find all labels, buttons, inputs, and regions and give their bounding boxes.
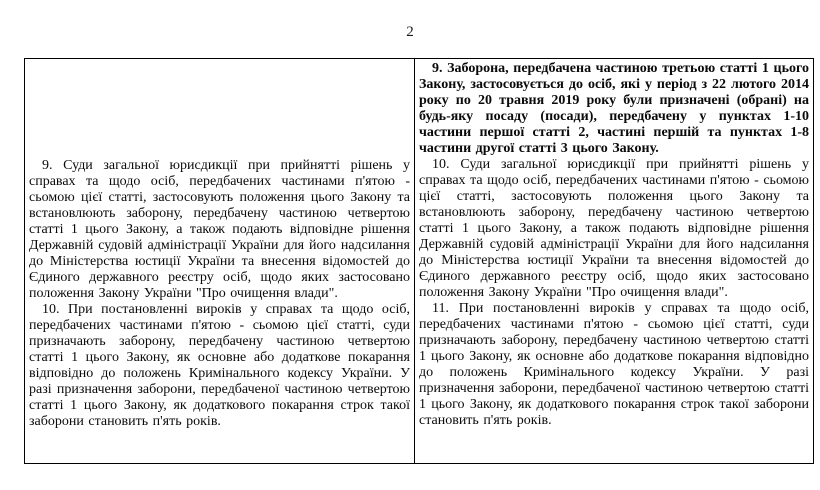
table-cell-right-column: [415, 59, 813, 463]
page-number: 2: [406, 24, 414, 40]
paragraph-right-10: 10. Суди загальної юрисдикції при прийнятті рішень у справах та щодо осіб, передбачених частинами п'ятою - сьомою цієї статті, застосовують положення цього Закону та встановлюють заборону, передбачену частиною четвертою статті 1 цього Закону, а також подають відповідне рішення Державній судовій адміністрації України для його надсилання до Міністерства юстиції України та внесення відомостей до Єдиного державного реєстру осіб, щодо яких застосовано положення Закону України "Про очищення влади".: [419, 157, 809, 300]
comparison-table: [24, 58, 814, 464]
paragraph-left-9: 9. Суди загальної юрисдикції при прийнятті рішень у справах та щодо осіб, передбачених частинами п'ятою - сьомою цієї статті, застосовують положення цього Закону та встановлюють заборону, передбачену частиною четвертою статті 1 цього Закону, а також подають відповідне рішення Державній судовій адміністрації України для його надсилання до Міністерства юстиції України та внесення відомостей до Єдиного державного реєстру осіб, щодо яких застосовано положення Закону України "Про очищення влади".: [29, 158, 410, 301]
paragraph-left-10: 10. При постановленні вироків у справах та щодо осіб, передбачених частинами п'ятою - сьомою цієї статті, суди призначають заборону, передбачену частиною четвертою статті 1 цього Закону, як основне або додаткове покарання відповідно до положень Кримінального кодексу України. У разі призначення заборони, передбаченої частиною четвертою статті 1 цього Закону, як додаткового покарання строк такої заборони становить п'ять років.: [29, 302, 410, 429]
table-cell-left-column: [25, 59, 415, 463]
left-column-empty-space: [29, 61, 410, 158]
paragraph-right-11: 11. При постановленні вироків у справах та щодо осіб, передбачених частинами п'ятою - сьомою цієї статті, суди призначають заборону, передбачену частиною четвертою статті 1 цього Закону, як основне або додаткове покарання відповідно до положень Кримінального кодексу України. У разі призначення заборони, передбаченої частиною четвертою статті 1 цього Закону, як додаткового покарання строк такої заборони становить п'ять років.: [419, 301, 809, 428]
paragraph-right-9-bold: 9. Заборона, передбачена частиною третьою статті 1 цього Закону, застосовується до осіб, які у період з 22 лютого 2014 року по 20 травня 2019 року були призначені (обрані) на будь-яку посаду (посади), передбачену у пунктах 1-10 частини першої статті 2, частині першій та пунктах 1-8 частини другої статті 3 цього Закону.: [419, 61, 809, 156]
